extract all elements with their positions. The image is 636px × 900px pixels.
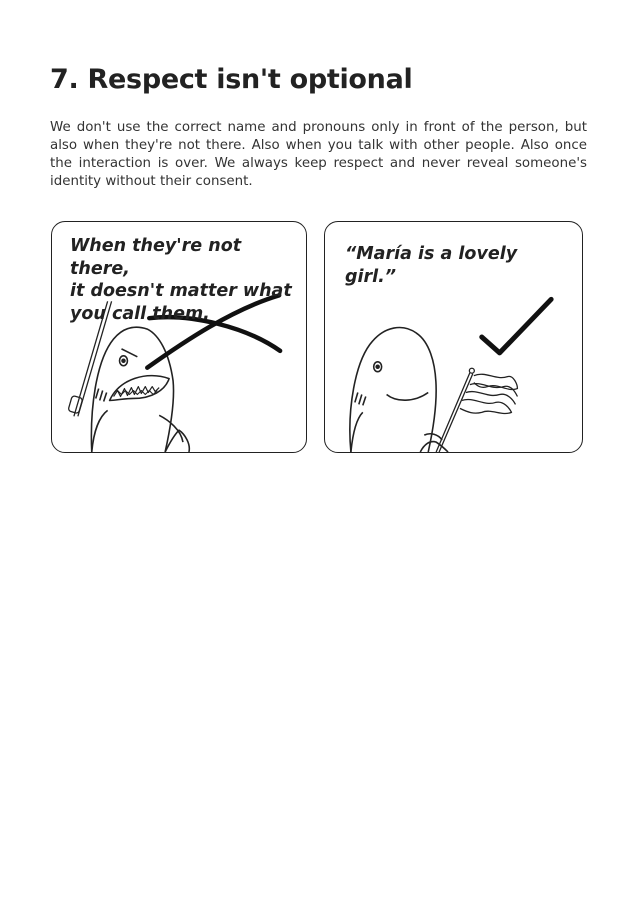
caption-line: girl.” xyxy=(345,266,397,287)
section-paragraph: We don't use the correct name and pronouns only in front of the person, but also when they're not there. Also when you talk with other people. Also once the interaction is over. We always keep respect and never reveal someone's identity without their consent. xyxy=(50,120,587,189)
pride-flag-icon xyxy=(436,368,517,452)
caption-line: it doesn't matter what xyxy=(70,281,292,301)
section-heading: 7. Respect isn't optional xyxy=(50,64,413,95)
caption-line: you call them. xyxy=(70,303,210,324)
shark-happy xyxy=(350,328,448,452)
caption-line: “María is a lovely xyxy=(345,244,518,264)
shark-angry xyxy=(91,327,189,452)
caption-line: When they're not there, xyxy=(70,236,242,279)
caption-wrong xyxy=(70,235,300,325)
comic-panel-wrong xyxy=(51,221,307,453)
caption-right xyxy=(345,243,545,288)
check-icon xyxy=(482,299,551,353)
comic-panel-right xyxy=(324,221,583,453)
